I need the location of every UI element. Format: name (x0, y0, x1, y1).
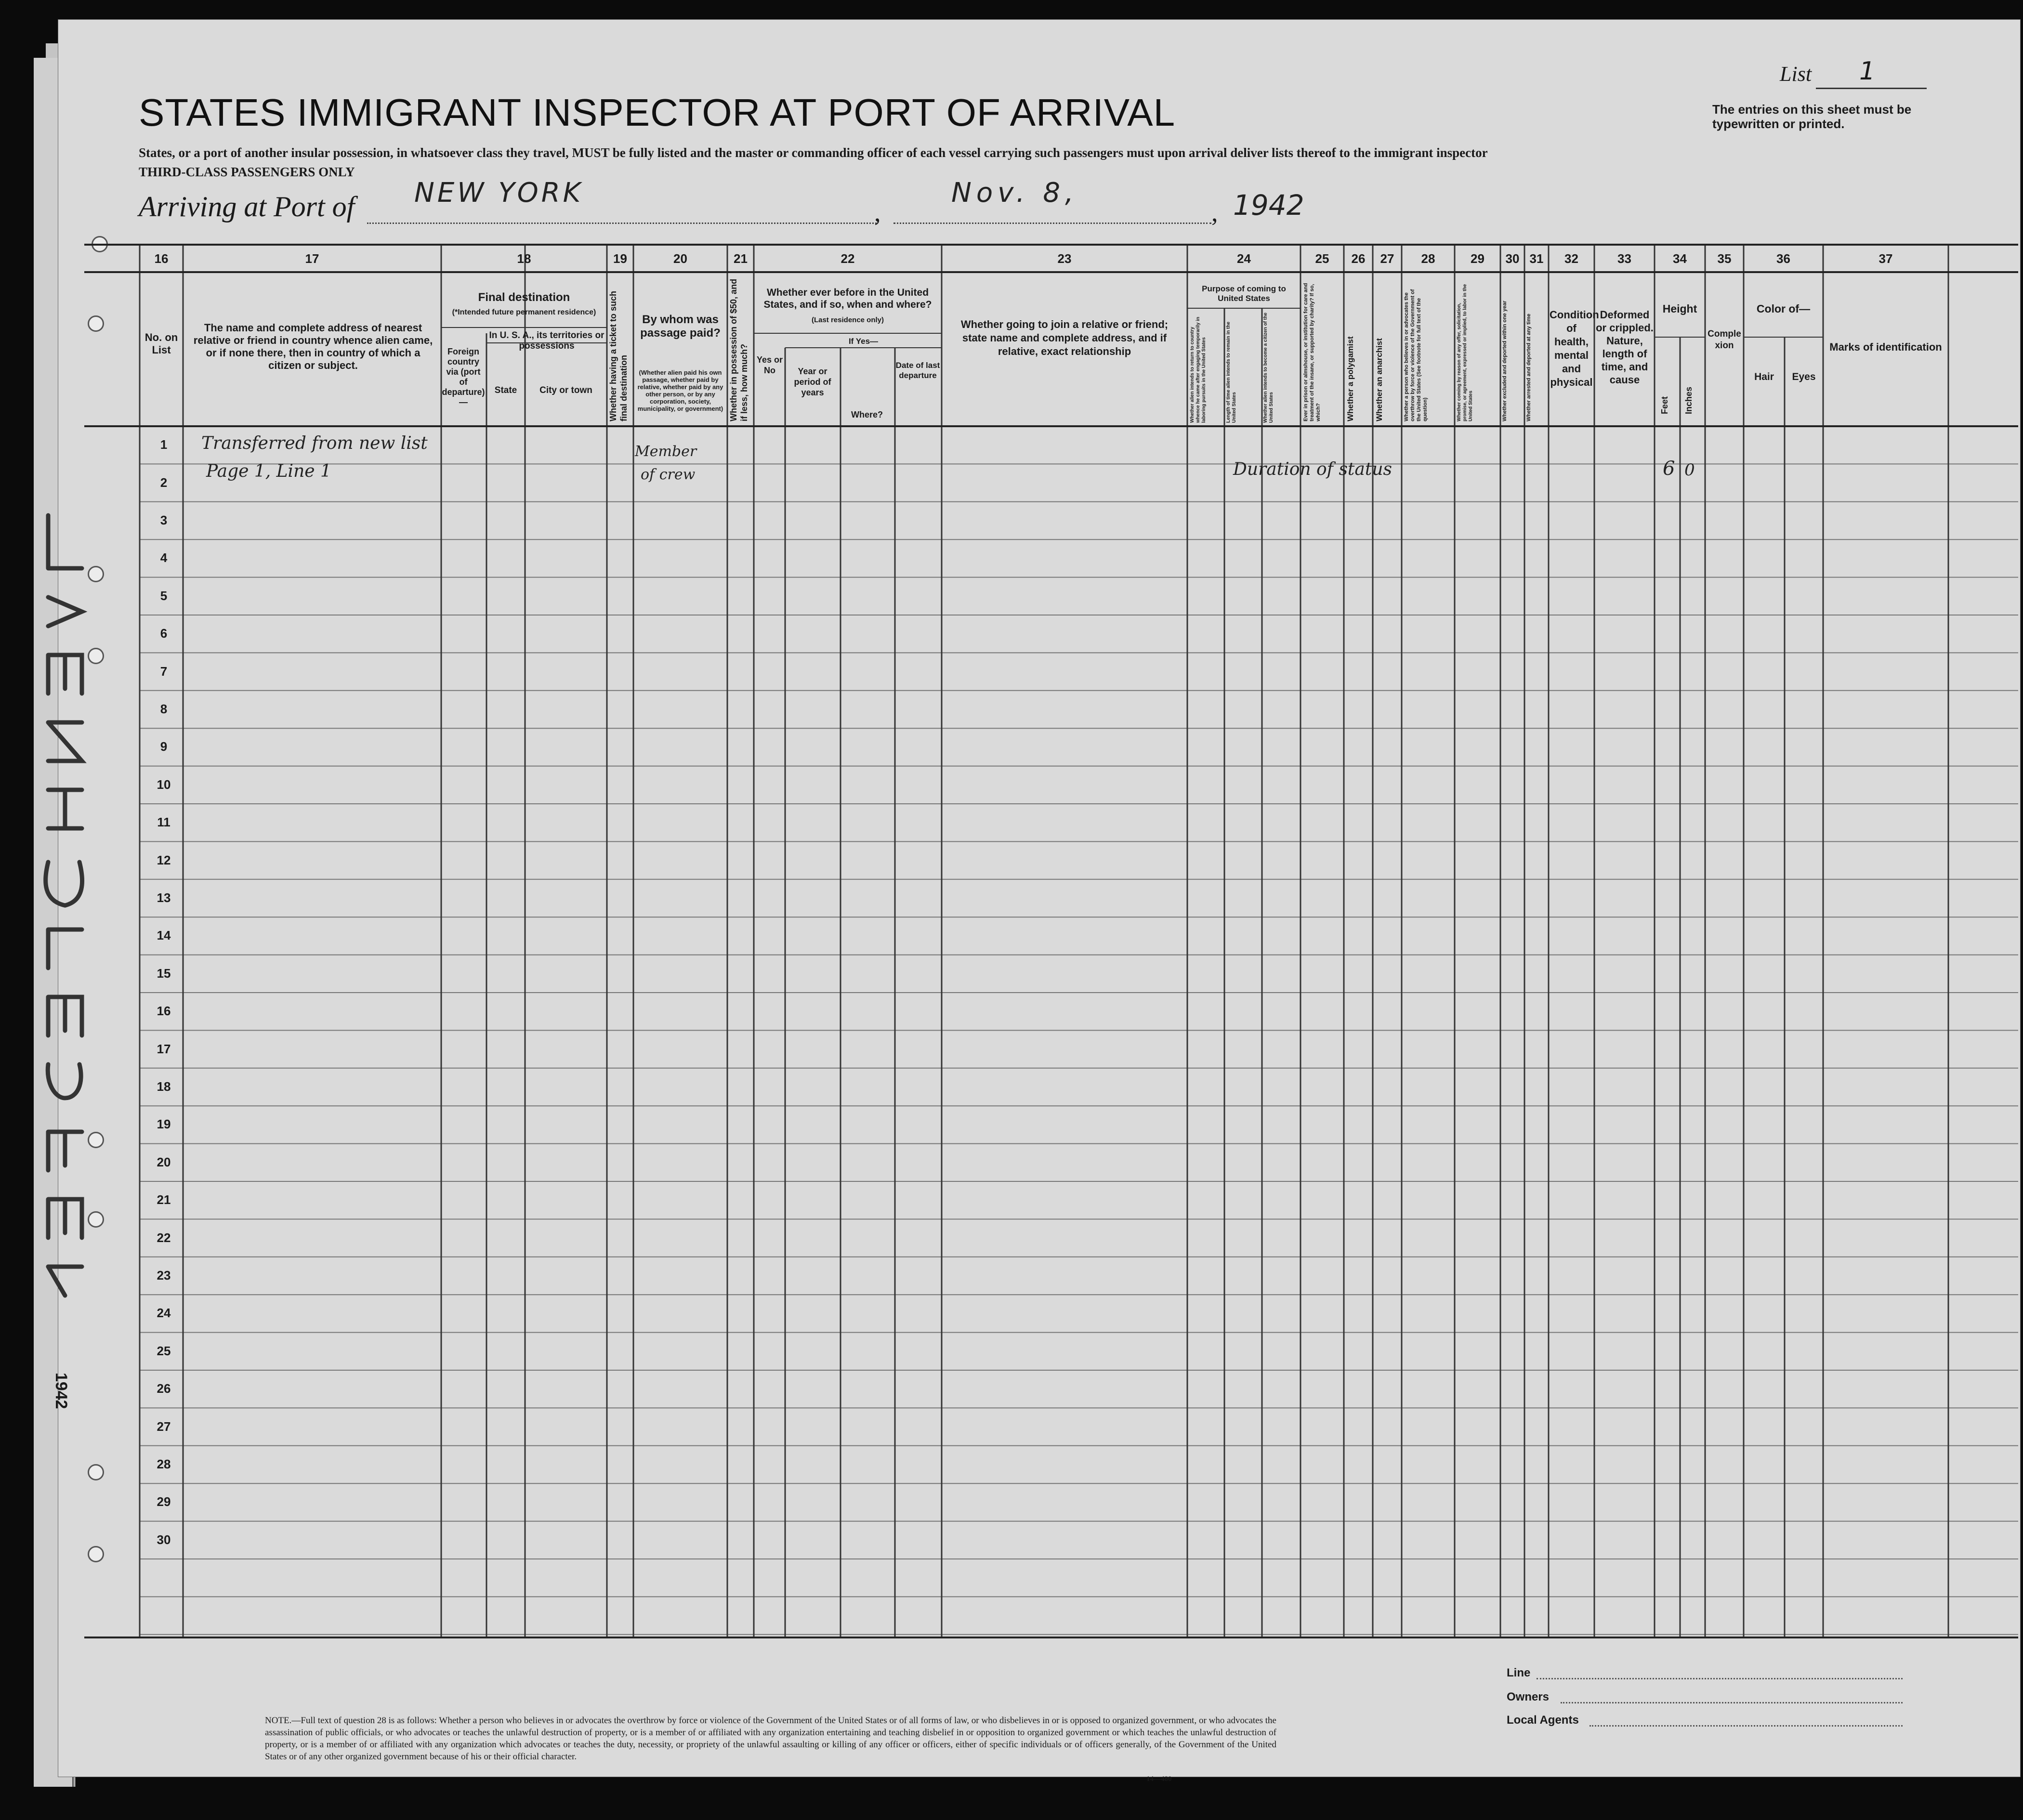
margin-stamp-image (39, 496, 92, 1324)
col-num-29: 29 (1471, 251, 1484, 266)
col-num-17: 17 (305, 251, 319, 266)
header-feet: Feet (1660, 396, 1669, 414)
header-where: Where? (851, 410, 883, 419)
col-num-35: 35 (1717, 251, 1732, 266)
year-value: 1942 (1233, 189, 1304, 222)
row-number: 30 (157, 1532, 171, 1547)
header-purpose-return: Whether alien intends to return to country whence he came after engaging temporarily in laboring pursuits in the United States (1190, 316, 1207, 423)
col-num-33: 33 (1617, 251, 1631, 266)
col-num-27: 27 (1380, 251, 1394, 266)
footer-owners-field (1561, 1702, 1903, 1703)
binder-hole (88, 315, 104, 332)
row-number: 11 (157, 815, 171, 830)
col-num-31: 31 (1529, 251, 1544, 266)
row-number: 16 (157, 1004, 171, 1019)
date-line (893, 223, 1211, 224)
header-polygamist: Whether a polygamist (1346, 336, 1355, 421)
footer-agents-label: Local Agents (1507, 1714, 1579, 1727)
row-number: 12 (157, 852, 171, 867)
col-num-23: 23 (1057, 251, 1072, 266)
header-join-relative: Whether going to join a relative or friend; state name and complete address, and if relative, exact relationship (960, 318, 1169, 357)
header-inches: Inches (1684, 386, 1694, 414)
col-num-26: 26 (1351, 251, 1366, 266)
form-code: 14—480 (1146, 1775, 1172, 1783)
header-last-residence: (Last residence only) (811, 316, 884, 324)
header-yes-no: Yes or No (756, 355, 783, 375)
col-num-36: 36 (1776, 251, 1790, 266)
passenger-class: THIRD-CLASS PASSENGERS ONLY (139, 165, 355, 179)
header-date-last-departure: Date of last departure (895, 361, 940, 380)
row-number: 17 (157, 1041, 171, 1056)
header-excluded: Whether excluded and deported within one year (1502, 301, 1508, 421)
header-no-on-list: No. on List (144, 331, 178, 356)
row-number: 22 (157, 1230, 171, 1245)
row-number: 5 (160, 588, 168, 603)
row1-purpose-duration: Duration of status (1233, 459, 1392, 479)
row-number: 25 (157, 1343, 171, 1358)
footer-agents-field (1590, 1725, 1903, 1727)
port-line (367, 223, 877, 224)
row-number: 7 (160, 664, 168, 679)
row-number: 26 (157, 1381, 171, 1396)
binder-hole (88, 1464, 104, 1480)
col-num-18: 18 (517, 251, 531, 266)
header-anarchist: Whether an anarchist (1375, 338, 1384, 421)
header-health: Condition of health, mental and physical (1550, 309, 1599, 388)
footer-owners-label: Owners (1507, 1690, 1550, 1703)
header-purpose: Purpose of coming to United States (1202, 284, 1286, 303)
arriving-label: Arriving at Port of (139, 191, 355, 223)
header-city: City or town (539, 385, 592, 395)
separator: , (1211, 198, 1218, 227)
header-nearest-relative: The name and complete address of nearest relative or friend in country whence alien came, or if none there, then in country of which a citizen or subject. (193, 322, 433, 371)
form-title: STATES IMMIGRANT INSPECTOR AT PORT OF ARRIVAL (139, 91, 1176, 134)
header-year-period: Year or period of years (794, 367, 831, 397)
list-value: 1 (1859, 57, 1876, 86)
row-number: 3 (160, 513, 168, 527)
col-num-20: 20 (673, 251, 687, 266)
header-hair: Hair (1754, 371, 1774, 382)
binder-hole (92, 236, 108, 252)
row-number: 14 (157, 928, 171, 943)
header-marks-identification: Marks of identification (1829, 341, 1942, 353)
col-num-22: 22 (841, 251, 855, 266)
row-number: 4 (160, 550, 168, 565)
separator: , (874, 198, 881, 227)
list-line (1816, 88, 1927, 89)
col-num-16: 16 (154, 251, 169, 266)
row-number: 19 (157, 1117, 171, 1132)
header-eyes: Eyes (1792, 371, 1816, 382)
header-fifty-dollars: Whether in possession of $50, and if less, how much? (729, 278, 749, 421)
col-num-37: 37 (1878, 251, 1893, 266)
header-state: State (494, 385, 517, 395)
list-label: List (1780, 62, 1812, 86)
header-passage-paid-sub: (Whether alien paid his own passage, whether paid by relative, whether paid by any other person, or by any corporation, society, municipality, or government) (637, 369, 723, 412)
row1-passage-member: Member (635, 443, 697, 460)
row-number: 10 (157, 777, 171, 792)
header-passage-paid: By whom was passage paid? (640, 313, 721, 340)
header-final-destination-sub: (*Intended future permanent residence) (452, 308, 596, 316)
row-number: 6 (160, 626, 168, 641)
header-purpose-length: Length of time alien intends to remain in the United States (1226, 321, 1237, 423)
header-overthrow: Whether a person who believes in or advocates the overthrow by force or violence of the Government of the United States (See footnote for full text of the question) (1404, 289, 1428, 421)
manifest-sheet (58, 19, 2021, 1777)
margin-year-text: 1942 (52, 1373, 70, 1409)
row-number: 29 (157, 1494, 171, 1509)
row-number: 15 (157, 966, 171, 981)
binder-hole (88, 1546, 104, 1562)
header-arrested: Whether arrested and deported at any time (1526, 314, 1532, 421)
header-ever-before: Whether ever before in the United States, and if so, when and where? (763, 287, 932, 310)
col-num-34: 34 (1673, 251, 1687, 266)
header-if-yes: If Yes— (848, 337, 879, 346)
header-foreign-country: Foreign country via (port of departure)— (442, 347, 485, 407)
col-num-28: 28 (1421, 251, 1435, 266)
typewritten-notice: The entries on this sheet must be typewritten or printed. (1712, 102, 1912, 131)
footnote-question-28: NOTE.—Full text of question 28 is as follows: Whether a person who believes in or advocates the overthrow by force or violence of the Government of the United States or of all forms of law, or who disbelieves in or is opposed to organized government, or who advocates the assassination of public officials, or who advocates or teaches the unlawful destruction of property, or is a member of or affiliated with any organization entertaining and teaching disbelief in or opposition to organized government or which teaches the unlawful destruction of property, or is a member of or affiliated with any organization which advocates or teaches the duty, necessity, or propriety of the unlawful assaulting or killing of any officer or officers, either of specific individuals or of officers generally, of the Government of the United States or of any other organized government because of his or their official character. (265, 1715, 1276, 1762)
row-number: 9 (160, 739, 168, 754)
col-num-21: 21 (734, 251, 748, 266)
col-num-25: 25 (1315, 251, 1329, 266)
header-final-destination: Final destination (478, 291, 570, 304)
row1-height-inches: 0 (1684, 460, 1695, 480)
row-number: 2 (160, 475, 168, 490)
header-ticket: Whether having a ticket to such final destination (608, 290, 629, 421)
footer-line-label: Line (1507, 1666, 1531, 1679)
header-purpose-citizen: Whether alien intends to become a citizen of the United States (1263, 313, 1274, 423)
header-color-of: Color of— (1756, 302, 1811, 315)
col-num-30: 30 (1505, 251, 1520, 266)
header-labor-offer: Whether coming by reason of any offer, solicitation, promise, or agreement, expressed or implied, to labor in the United States (1457, 284, 1473, 421)
row-number: 20 (157, 1154, 171, 1169)
row-number: 8 (160, 702, 168, 716)
port-value: NEW YORK (414, 177, 584, 209)
header-usa: In U. S. A., its territories or possessions (489, 330, 604, 351)
margin-year-stamp (41, 1373, 75, 1435)
row1-transferred-note: Transferred from new list (201, 433, 428, 453)
row-number: 27 (157, 1419, 171, 1434)
header-prison: Ever in prison or almshouse, or institution for care and treatment of the insane, or supported by charity? If so, which? (1303, 283, 1321, 421)
row-number: 18 (157, 1079, 171, 1094)
row-number: 24 (157, 1306, 171, 1321)
row-number: 13 (157, 890, 171, 905)
row1-page-line-note: Page 1, Line 1 (206, 461, 331, 481)
row-number: 21 (157, 1192, 171, 1207)
header-deformed: Deformed or crippled. Nature, length of time, and cause (1596, 309, 1654, 386)
col-num-24: 24 (1237, 251, 1251, 266)
form-instruction: States, or a port of another insular possession, in whatsoever class they travel, MUST be fully listed and the master or commanding officer of each vessel carrying such passengers must upon arrival deliver lists thereof to the immigrant inspector (139, 145, 1488, 160)
header-complexion: Complexion (1708, 329, 1741, 351)
row1-passage-crew: of crew (641, 466, 696, 483)
row-number: 23 (157, 1268, 171, 1283)
row-number: 28 (157, 1457, 171, 1471)
row-number: 1 (160, 437, 168, 452)
col-num-19: 19 (613, 251, 627, 266)
header-height: Height (1662, 302, 1697, 315)
date-value: Nov. 8, (951, 177, 1078, 209)
col-num-32: 32 (1564, 251, 1578, 266)
row1-height-feet: 6 (1663, 458, 1675, 480)
footer-line-field (1537, 1678, 1903, 1679)
